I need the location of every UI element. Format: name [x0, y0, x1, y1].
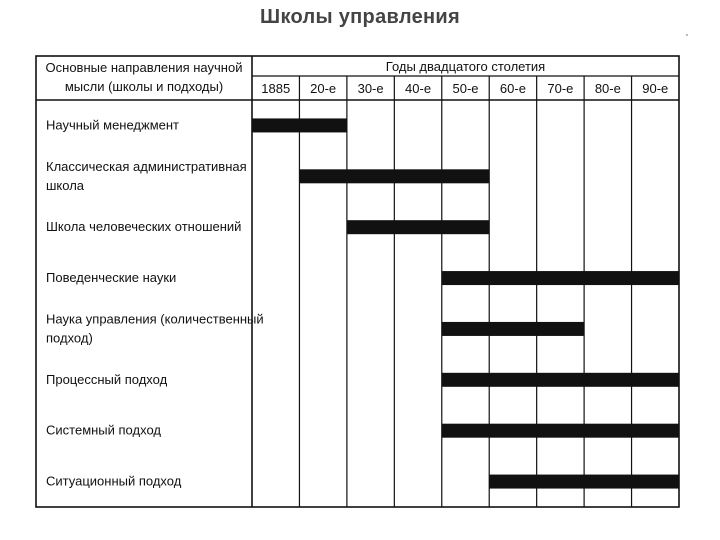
row-label-line: Процессный подход [46, 371, 168, 387]
period-label: 50-е [452, 81, 479, 96]
period-label: 70-е [547, 81, 574, 96]
period-label: 90-е [642, 81, 669, 96]
row-label-line: Поведенческие науки [46, 270, 177, 286]
row-label-line: подход) [46, 330, 93, 346]
timeline-bar [252, 118, 347, 132]
period-label: 40-е [405, 81, 432, 96]
timeline-bar [442, 271, 679, 285]
row-label-line: Наука управления (количественный [46, 311, 264, 327]
row-label-line: Научный менеджмент [46, 117, 180, 133]
period-label: 80-е [594, 81, 621, 96]
timeline-bar [442, 322, 584, 336]
header-label-line: мысли (школы и подходы) [64, 79, 224, 94]
period-label: 30-е [357, 81, 384, 96]
slide-title: Школы управления [260, 6, 460, 28]
header-label-line: Основные направления научной [45, 60, 243, 75]
row-label-line: школа [46, 177, 85, 193]
period-label: 60-е [499, 81, 526, 96]
timeline-bar [442, 424, 679, 438]
row-label-line: Ситуационный подход [46, 473, 182, 489]
timeline-bar [489, 475, 679, 489]
row-label-line: Школа человеческих отношений [46, 219, 242, 235]
timeline-bar [442, 373, 679, 387]
row-label-line: Системный подход [46, 422, 161, 438]
timeline-bar [347, 220, 489, 234]
header-years-label: Годы двадцатого столетия [385, 59, 546, 74]
period-label: 1885 [261, 81, 291, 96]
timeline-bar [299, 169, 489, 183]
period-label: 20-е [310, 81, 337, 96]
row-label-line: Классическая административная [46, 158, 247, 174]
